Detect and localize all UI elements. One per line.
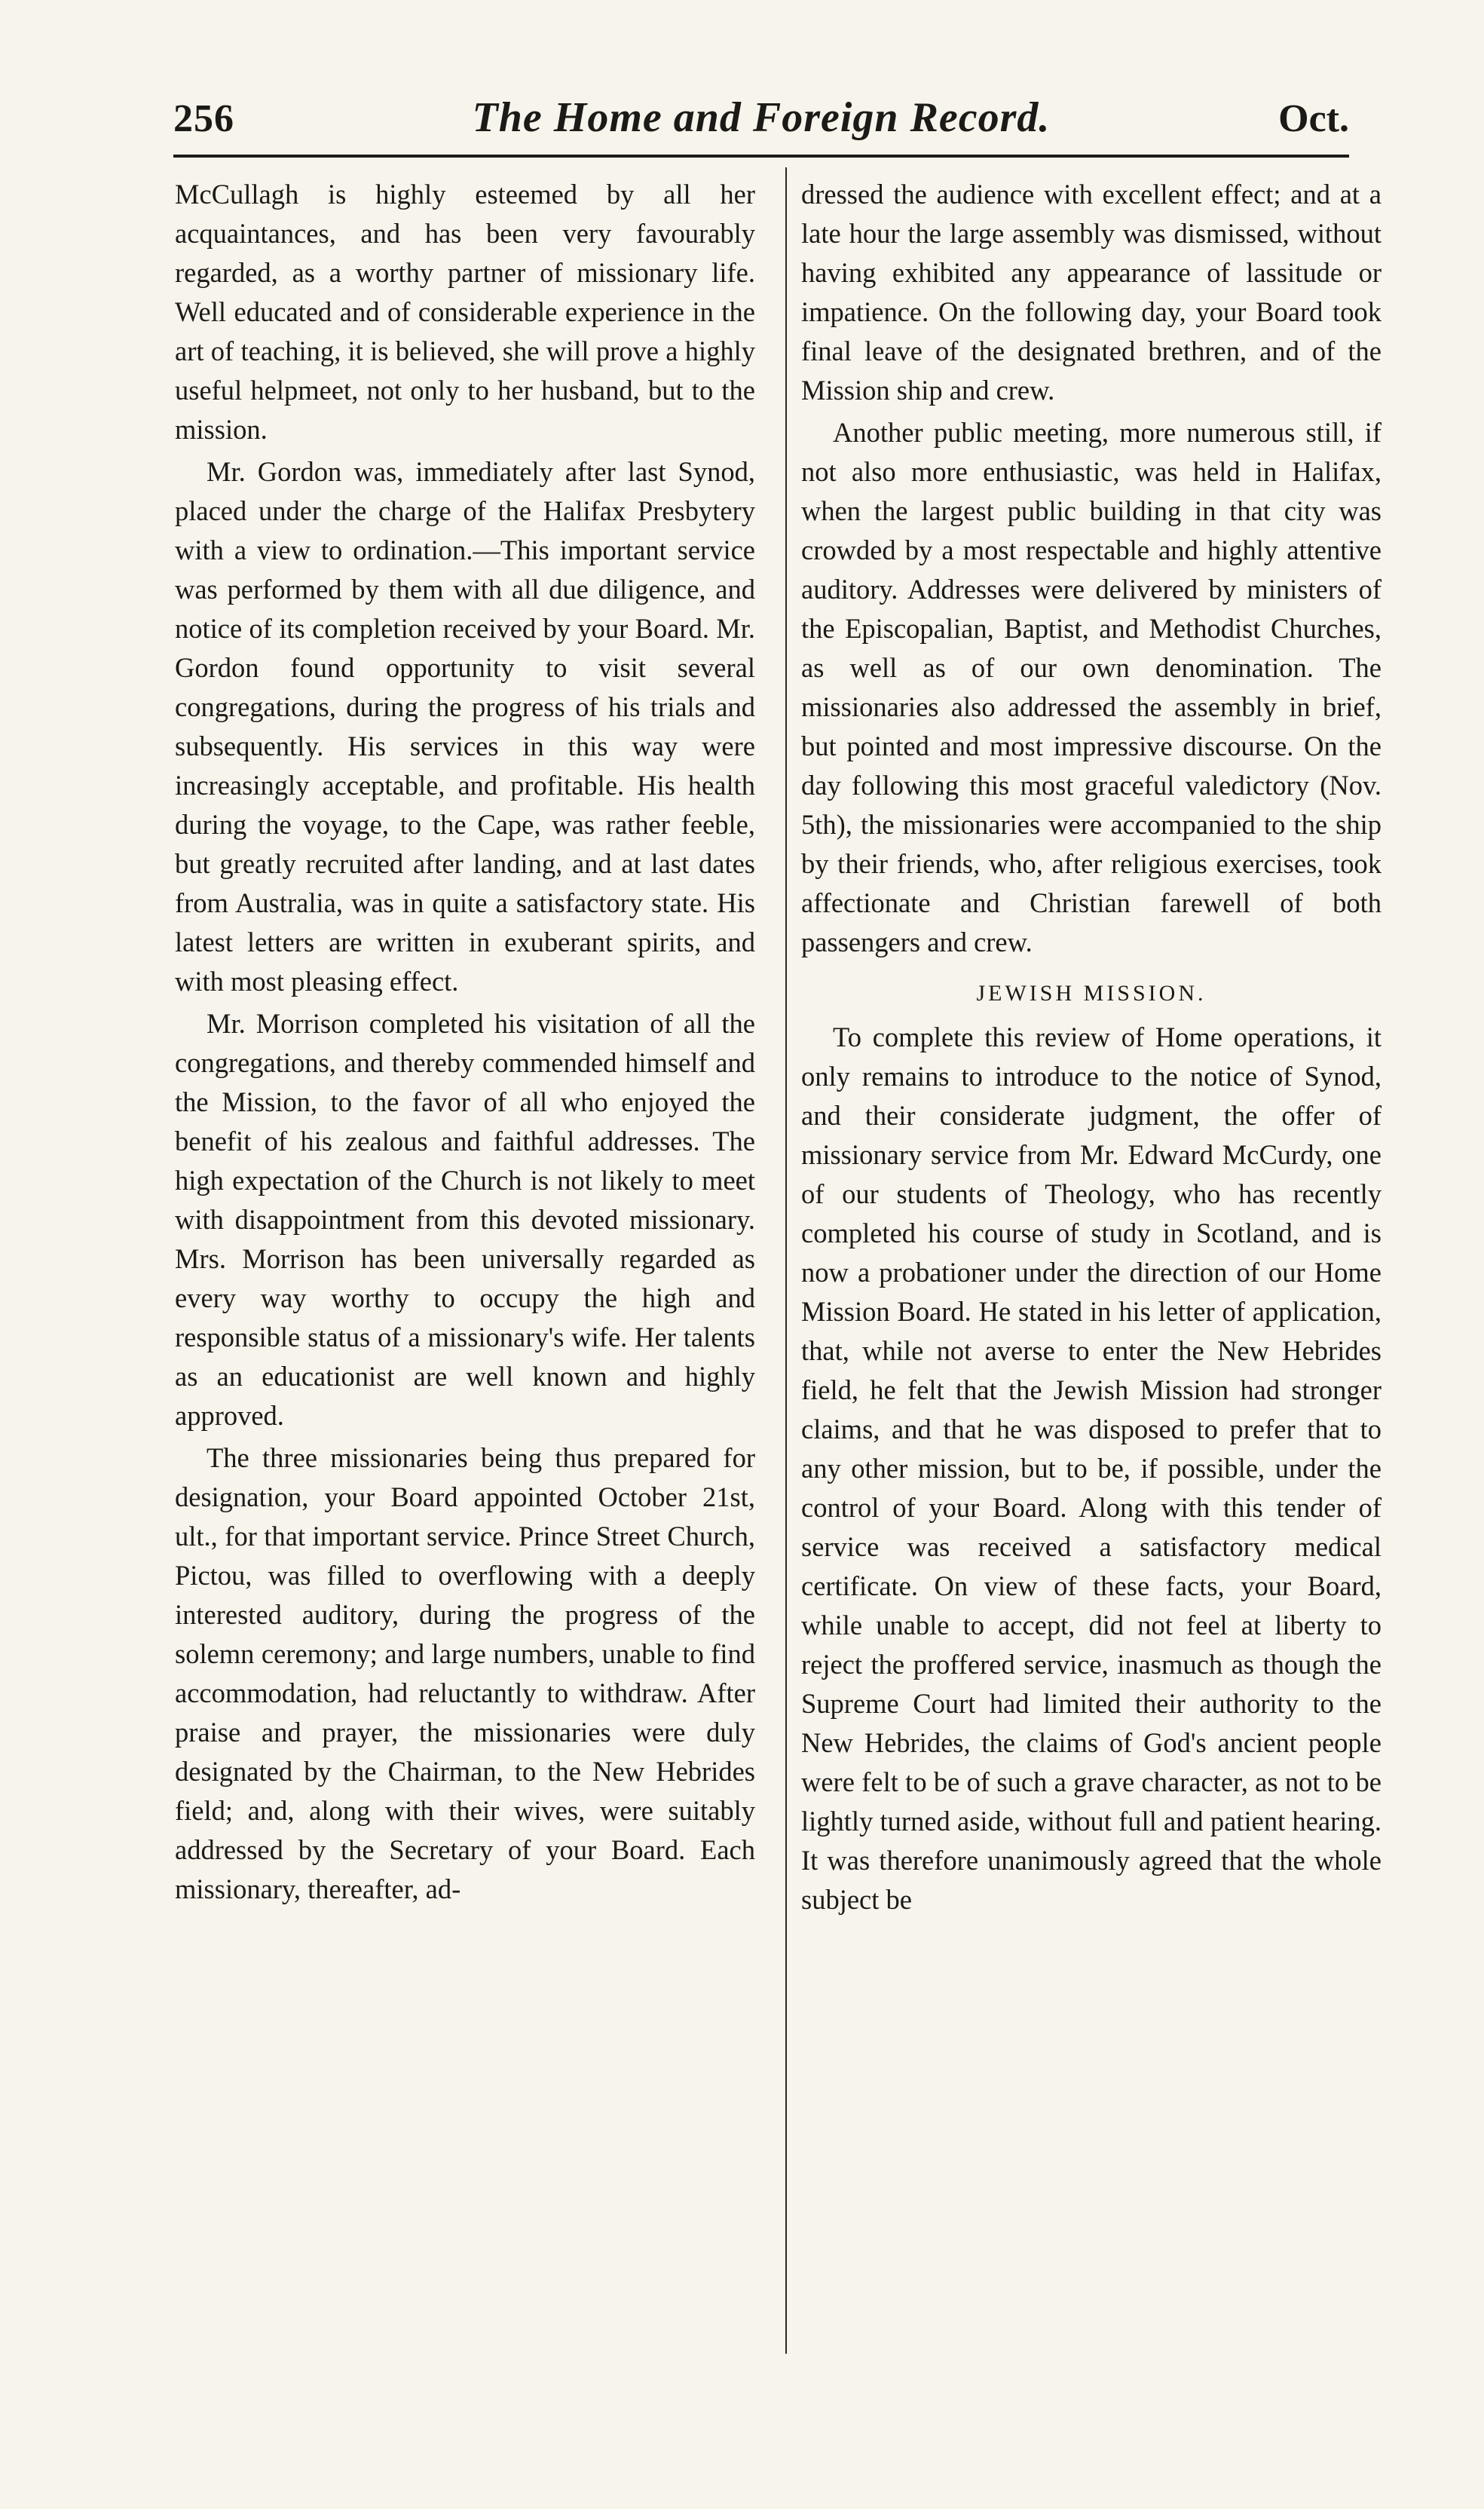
paragraph-halifax-meeting: Another public meeting, more numerous still, if not also more enthusiastic, was held in Halifax, when the largest public building in that city was crowded by a most respectable and highly attentive auditory. Addresses were delivered by ministers of the Episcopalian, Baptist, and Methodist Churches, as well as of our own denomination. The missionaries also addressed the assembly in brief, but pointed and most impressive discourse. On the day following this most graceful valedictory (Nov. 5th), the missionaries were accompanied to the ship by their friends, who, after religious exercises, took affectionate and Christian farewell of both passengers and crew.	[801, 417, 1381, 957]
paragraph-jewish-mission: To complete this review of Home operations, it only remains to introduce to the notice of Synod, and their considerate judgment, the offer of missionary service from Mr. Edward McCurdy, one of our students of Theology, who has recently completed his course of study in Scotland, and is now a probationer under the direction of our Home Mission Board. He stated in his letter of application, that, while not averse to enter the New Hebrides field, he felt that the Jewish Mission had stronger claims, and that he was disposed to prefer that to any other mission, but to be, if possible, under the control of your Board. Along with this tender of service was received a satisfactory medical certificate. On view of these facts, your Board, while unable to accept, did not feel at liberty to reject the proffered service, inasmuch as though the Supreme Court had limited their authority to the New Hebrides, the claims of God's ancient people were felt to be of such a grave character, as not to be lightly turned aside, without full and patient hearing. It was therefore unanimously agreed that the whole subject be	[801, 1022, 1381, 1915]
left-column	[175, 175, 755, 1912]
paragraph-mccullagh: McCullagh is highly esteemed by all her acquaintances, and has been very favourably regarded, as a worthy partner of missionary life. Well educated and of considerable experience in the art of teaching, it is believed, she will prove a highly useful helpmeet, not only to her husband, but to the mission.	[175, 179, 755, 445]
column-divider	[785, 167, 787, 2354]
right-column	[801, 175, 1381, 1922]
paragraph-morrison: Mr. Morrison completed his visitation of all the congregations, and thereby commended himself and the Mission, to the favor of all who enjoyed the benefit of his zealous and faithful addresses. The high expectation of the Church is not likely to meet with disappointment from this devoted missionary. Mrs. Morrison has been universally regarded as every way worthy to occupy the high and responsible status of a missionary's wife. Her talents as an educationist are well known and highly approved.	[175, 1008, 755, 1431]
issue-month: Oct.	[1278, 97, 1349, 140]
paragraph-designation: The three missionaries being thus prepared for designation, your Board appointed October 21st, ult., for that important service. Prince Street Church, Pictou, was filled to overflowing with a deeply interested auditory, during the progress of the solemn ceremony; and large numbers, unable to find accommodation, had reluctantly to withdraw. After praise and prayer, the missionaries were duly designated by the Chairman, to the New Hebrides field; and, along with their wives, were suitably addressed by the Secretary of your Board. Each missionary, thereafter, ad-	[175, 1442, 755, 1904]
paragraph-pictou-meeting: dressed the audience with excellent effect; and at a late hour the large assembly was dismissed, without having exhibited any appearance of lassitude or impatience. On the following day, your Board took final leave of the designated brethren, and of the Mission ship and crew.	[801, 179, 1381, 406]
paragraph-gordon: Mr. Gordon was, immediately after last Synod, placed under the charge of the Halifax Presbytery with a view to ordination.—This important service was performed by them with all due diligence, and notice of its completion received by your Board. Mr. Gordon found opportunity to visit several congregations, during the progress of his trials and subsequently. His services in this way were increasingly acceptable, and profitable. His health during the voyage, to the Cape, was rather feeble, but greatly recruited after landing, and at last dates from Australia, was in quite a satisfactory state. His latest letters are written in exuberant spirits, and with most pleasing effect.	[175, 456, 755, 997]
section-heading-jewish-mission: JEWISH MISSION.	[976, 981, 1207, 1006]
page-header	[173, 89, 1349, 157]
running-title: The Home and Foreign Record.	[472, 94, 1051, 141]
header-rule	[173, 155, 1349, 158]
page-number: 256	[173, 97, 234, 140]
